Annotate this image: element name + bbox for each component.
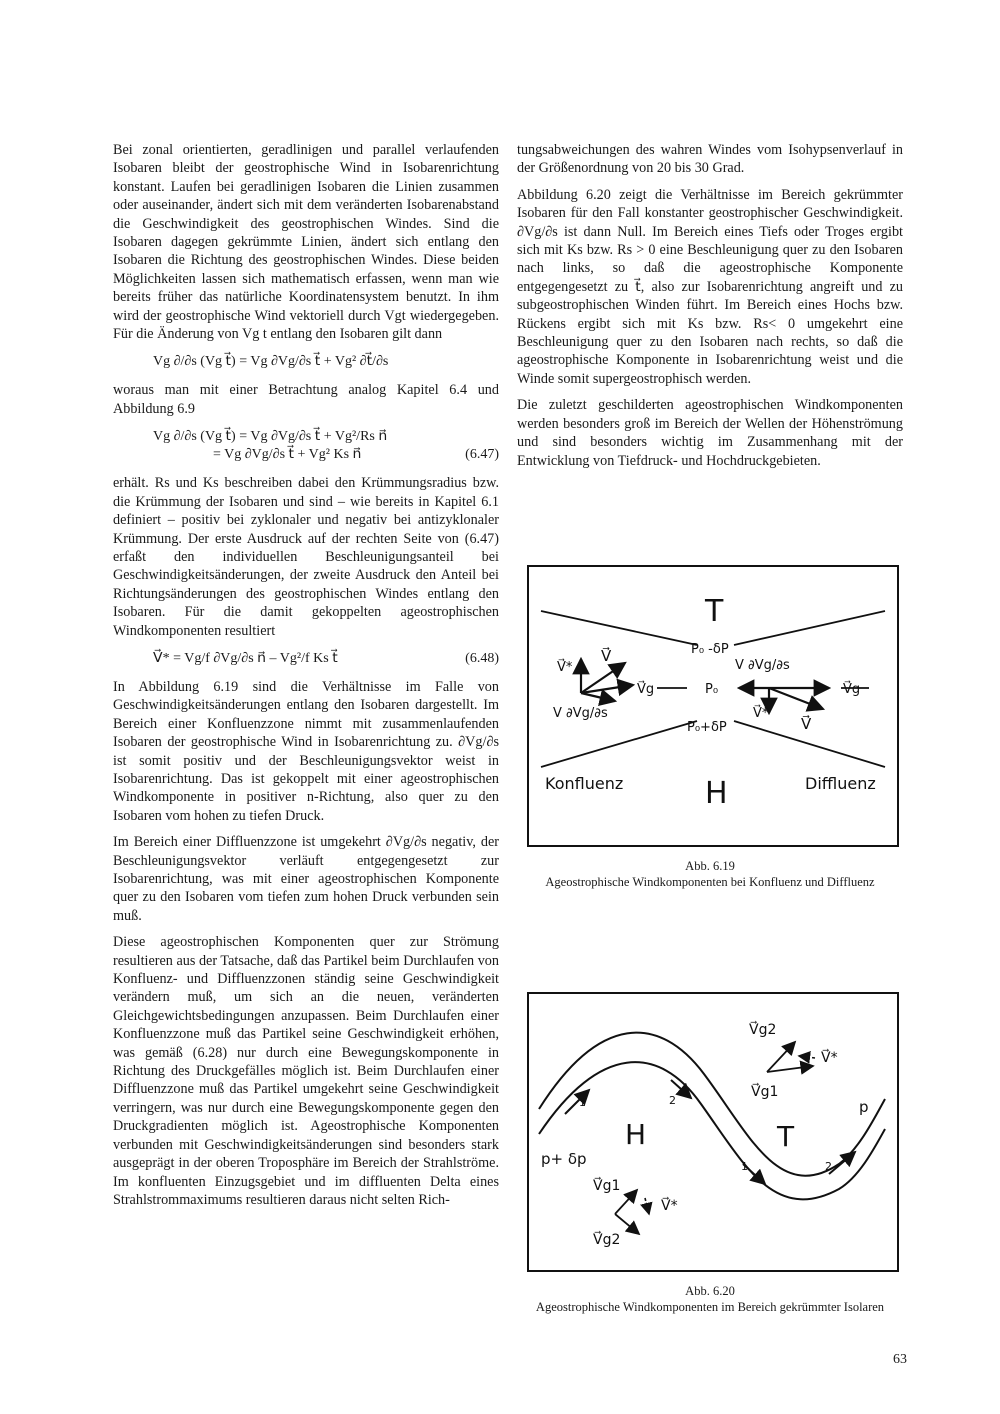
v-vector-left	[581, 663, 625, 693]
vstar-vector-bottom	[645, 1198, 649, 1214]
label-vg-right: V⃗g	[843, 682, 861, 697]
label-accel-right: V ∂Vg/∂s	[735, 658, 790, 673]
vg2-vector-bottom	[615, 1214, 639, 1234]
paragraph: Bei zonal orientierten, geradlinigen und parallel verlaufenden Isobaren bleibt der geostrophische Wind in Isobarenrichtung konstant. Laufen bei geradlinigen Isobaren die Linien zusammen oder auseinander, ändert sich mit dem veränderten Isobarenabstand die Geschwindigkeit des geostrophischen Windes. Sind die Isobaren dagegen gekrümmte Linien, ändert sich entlang den Isobaren die Richtung des geostrophischen Windes. Diese beiden Möglichkeiten lassen sich mathematisch erfassen, wenn man wie bereits früher das natürliche Koordinatensystem benutzt. In ihm wird der geostrophische Wind vektoriell durch Vgt wiedergegeben. Für die Änderung von Vg t entlang den Isobaren gilt dann	[113, 142, 499, 343]
label-vstar-left: V⃗*	[557, 660, 573, 675]
label-2-right: 2	[825, 1160, 832, 1173]
label-H: H	[625, 1118, 647, 1151]
label-vg1-bottom: V⃗g1	[593, 1178, 621, 1194]
equation-block-6-47	[153, 428, 499, 464]
isobar-wave-lower	[539, 1062, 885, 1199]
vg2-vector-top	[767, 1066, 813, 1072]
label-p-minus: P₀ -δP	[691, 642, 729, 657]
vg1-vector-top	[767, 1042, 795, 1072]
label-vg1-top: V⃗g1	[751, 1084, 779, 1100]
label-vstar-right: V⃗*	[753, 706, 769, 721]
caption-number: Abb. 6.19	[685, 859, 735, 873]
label-konfluenz: Konfluenz	[545, 774, 624, 793]
paragraph: Abbildung 6.20 zeigt die Verhältnisse im Bereich gekrümmter Isobaren für den Fall konstanter geostrophischer Geschwindigkeit. ∂Vg/∂s ist dann Null. Im Bereich eines Tiefs oder Troges ergibt sich mit Ks bzw. Rs > 0 eine Beschleunigung quer zu den Isobaren nach links, so daß die ageostrophische Komponente entgegengesetzt zu t⃗, also zur Isobarenrichtung angreift und zu subgeostrophischen Winden führt. Im Bereich eines Hochs bzw. Rückens ergibt sich mit Ks bzw. Rs< 0 umgekehrt eine Beschleunigung quer zu den Isobaren nach rechts, so daß die ageostrophische Komponente in Isobarenrichtung weist und die Winde somit supergeostrophisch werden.	[517, 186, 903, 387]
label-T: T	[777, 1120, 795, 1153]
label-H: H	[705, 776, 728, 811]
label-p-plus: P₀+δP	[687, 720, 727, 735]
equation-text: = Vg ∂Vg/∂s t⃗ + Vg² Ks n⃗	[213, 447, 362, 463]
figure-6-20	[527, 992, 899, 1272]
equation-block-6-48	[153, 650, 499, 668]
isobar-upper-left	[541, 611, 697, 645]
accel-vector-left	[581, 693, 615, 701]
isobar-lower-left	[541, 721, 697, 767]
label-p: p	[859, 1098, 869, 1116]
paragraph: In Abbildung 6.19 sind die Verhältnisse im Falle von Geschwindigkeitsänderungen entlang den Isobaren dargestellt. Im Bereich einer Konfluenzzone nimmt mit zusammenlaufenden Isobaren der geostrophische Wind in Isobarenrichtung zu. ∂Vg/∂s ist somit positiv und der Beschleunigungsvektor weist in Isobarenrichtung. Das ist gekoppelt mit einer ageostrophischen Windkomponente in positiver n-Richtung, also quer zu den Isobaren vom hohen zu tiefen Druck.	[113, 678, 499, 824]
label-1-right: 1	[741, 1160, 748, 1173]
equation-line	[213, 446, 499, 464]
page-number: 63	[893, 1352, 907, 1367]
equation-number: (6.48)	[465, 650, 499, 666]
figure-6-19	[527, 565, 899, 847]
label-vstar-bottom: V⃗*	[661, 1198, 678, 1214]
label-vstar-top: V⃗*	[821, 1050, 838, 1066]
label-vg-left: V⃗g	[637, 682, 655, 697]
right-column	[517, 141, 903, 478]
caption-number: Abb. 6.20	[685, 1284, 735, 1298]
label-1-left: 1	[579, 1096, 586, 1109]
caption-text: Ageostrophische Windkomponenten bei Konfluenz und Diffluenz	[545, 875, 875, 889]
paragraph: Diese ageostrophischen Komponenten quer zur Strömung resultieren aus der Tatsache, daß das Partikel beim Durchlaufen von Konfluenz- und Diffluenzzonen ständig seine Geschwindigkeit verändern muß, um sich an die neuen, veränderten Gleichgewichtsbedingungen anzupassen. Beim Durchlaufen einer Konfluenzzone muß das Partikel seine Geschwindigkeit erhöhen, was gemäß (6.28) nur durch eine Bewegungskomponente in Richtung des Druckgefälles möglich ist. Beim Durchlaufen einer Diffluenzzone muß das Partikel umgekehrt seine Geschwindigkeit verringern, was nur durch eine Bewegungskomponente gegen den Druckgradienten möglich ist. Ageostrophische Komponenten verbunden mit Geschwindigkeitsänderungen sind besonders stark ausgeprägt in der oberen Troposphäre im Bereich der Strahlströme. Im konfluenten Einzugsgebiet und im diffluenten Delta eines Strahlstrommaximums resultieren daraus nicht selten Rich-	[113, 934, 499, 1208]
caption-text: Ageostrophische Windkomponenten im Bereich gekrümmter Isolaren	[535, 1300, 885, 1314]
label-p0: P₀	[705, 682, 719, 697]
label-vg2-top: V⃗g2	[749, 1022, 777, 1038]
vstar-vector-top	[799, 1056, 815, 1058]
label-2-left: 2	[669, 1094, 676, 1107]
paragraph: erhält. Rs und Ks beschreiben dabei den Krümmungsradius bzw. die Krümmung der Isobaren und sind – wie bereits in Kapitel 6.1 definiert – positiv bei zyklonaler und negativ bei antizyklonaler Krümmung. Der erste Ausdruck auf der rechten Seite von (6.47) erfaßt den individuellen Beschleunigungsanteil bei Geschwindigkeitsänderungen, der zweite Ausdruck den Anteil bei Richtungsänderungen des geostrophischen Windes entlang den Isobaren. Für die damit gekoppelten ageostrophischen Windkomponenten resultiert	[113, 475, 499, 639]
figure-6-20-drawing	[529, 994, 897, 1270]
equation-number: (6.47)	[465, 447, 499, 463]
figure-6-19-caption	[517, 858, 903, 890]
figure-6-19-drawing	[529, 567, 897, 845]
paragraph: woraus man mit einer Betrachtung analog Kapitel 6.4 und Abbildung 6.9	[113, 382, 499, 417]
label-v-right: V⃗	[801, 715, 812, 733]
label-vg2-bottom: V⃗g2	[593, 1232, 621, 1248]
paragraph: Im Bereich einer Diffluenzzone ist umgekehrt ∂Vg/∂s negativ, der Beschleunigungsvektor verläuft entgegengesetzt zur Isobarenrichtung, was mit einer ageostrophischen Komponente quer zu den Isobaren vom tiefen zum hohen Druck verbunden sein muß.	[113, 834, 499, 924]
label-T: T	[705, 594, 724, 629]
equation-line: Vg ∂/∂s (Vg t⃗) = Vg ∂Vg/∂s t⃗ + Vg²/Rs n⃗	[153, 429, 388, 445]
label-accel-left: V ∂Vg/∂s	[553, 706, 608, 721]
v-vector-right	[769, 688, 823, 709]
equation-line	[153, 650, 499, 668]
figure-6-20-caption	[517, 1283, 903, 1315]
equation-block	[153, 353, 499, 371]
equation-text: V⃗* = Vg/f ∂Vg/∂s n⃗ – Vg²/f Ks t⃗	[153, 650, 338, 666]
paragraph: Die zuletzt geschilderten ageostrophischen Windkomponenten werden besonders groß im Bereich der Wellen der Höhenströmung und sind besonders wichtig im Zusammenhang mit der Entwicklung von Tiefdruck- und Hochdruckgebieten.	[517, 397, 903, 469]
equation: Vg ∂/∂s (Vg t⃗) = Vg ∂Vg/∂s t⃗ + Vg² ∂t⃗/∂s	[153, 354, 389, 370]
label-v-left: V⃗	[601, 647, 612, 665]
isobar-upper-right	[734, 611, 885, 645]
label-p-delta: p+ δp	[541, 1150, 587, 1168]
paragraph: tungsabweichungen des wahren Windes vom Isohypsenverlauf in der Größenordnung von 20 bis 30 Grad.	[517, 142, 903, 177]
left-column	[113, 141, 499, 1217]
wind-arrow-4	[829, 1152, 855, 1174]
label-diffluenz: Diffluenz	[805, 774, 876, 793]
